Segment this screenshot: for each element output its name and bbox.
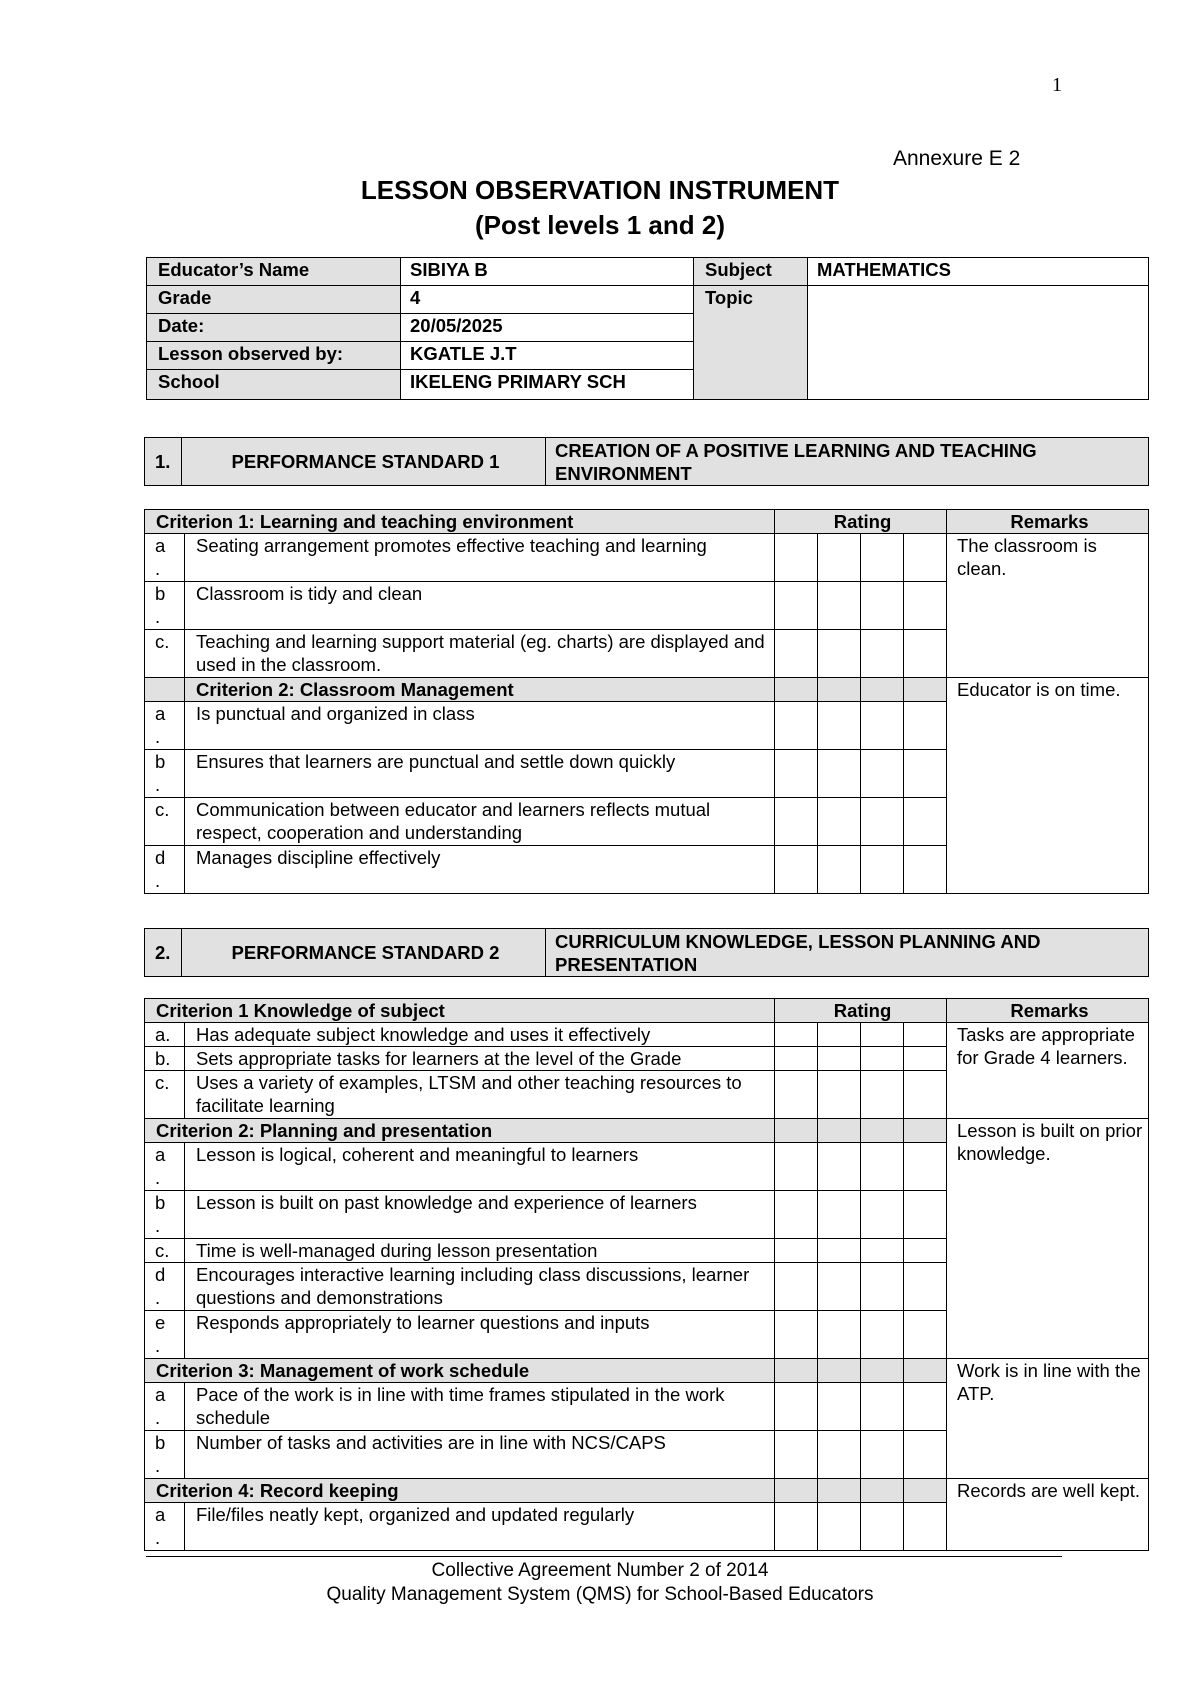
educator-info-table bbox=[146, 257, 1149, 400]
rating-checkbox[interactable] bbox=[904, 1311, 947, 1359]
item-text: Sets appropriate tasks for learners at the level of the Grade bbox=[185, 1047, 775, 1071]
rating-checkbox[interactable] bbox=[818, 1503, 861, 1551]
rating-shaded bbox=[861, 678, 904, 702]
item-letter: d . bbox=[145, 1263, 185, 1311]
rating-checkbox[interactable] bbox=[904, 750, 947, 798]
rating-shaded bbox=[818, 1479, 861, 1503]
item-text: Manages discipline effectively bbox=[185, 846, 775, 894]
ps2-criterion-1-header-row bbox=[145, 999, 1149, 1023]
item-text: Responds appropriately to learner questions and inputs bbox=[185, 1311, 775, 1359]
rating-checkbox[interactable] bbox=[775, 1431, 818, 1479]
rating-checkbox[interactable] bbox=[818, 1071, 861, 1119]
rating-checkbox[interactable] bbox=[861, 1263, 904, 1311]
rating-checkbox[interactable] bbox=[818, 702, 861, 750]
item-letter: c. bbox=[145, 1071, 185, 1119]
rating-checkbox[interactable] bbox=[775, 582, 818, 630]
criterion-subheader-row bbox=[145, 1479, 1149, 1503]
rating-checkbox[interactable] bbox=[775, 1503, 818, 1551]
date-value: 20/05/2025 bbox=[401, 314, 694, 342]
rating-checkbox[interactable] bbox=[861, 1311, 904, 1359]
item-letter: a . bbox=[145, 534, 185, 582]
ps2-number: 2. bbox=[145, 929, 182, 977]
item-text: Ensures that learners are punctual and settle down quickly bbox=[185, 750, 775, 798]
footer-line-2: Quality Management System (QMS) for School-Based Educators bbox=[326, 1584, 874, 1605]
item-letter: c. bbox=[145, 630, 185, 678]
rating-checkbox[interactable] bbox=[904, 1431, 947, 1479]
criterion-item-row bbox=[145, 534, 1149, 582]
rating-checkbox[interactable] bbox=[904, 1263, 947, 1311]
criterion-subheader-row bbox=[145, 1359, 1149, 1383]
item-letter: c. bbox=[145, 798, 185, 846]
rating-checkbox[interactable] bbox=[775, 1239, 818, 1263]
rating-checkbox[interactable] bbox=[818, 1023, 861, 1047]
item-letter: d . bbox=[145, 846, 185, 894]
rating-shaded bbox=[861, 1479, 904, 1503]
rating-checkbox[interactable] bbox=[775, 1263, 818, 1311]
item-text: Lesson is built on past knowledge and experience of learners bbox=[185, 1191, 775, 1239]
remarks-header: Remarks bbox=[947, 510, 1149, 534]
subject-label: Subject bbox=[694, 258, 808, 286]
item-text: Classroom is tidy and clean bbox=[185, 582, 775, 630]
rating-checkbox[interactable] bbox=[904, 582, 947, 630]
rating-checkbox[interactable] bbox=[818, 1191, 861, 1239]
rating-checkbox[interactable] bbox=[904, 534, 947, 582]
remarks-cell: Tasks are appropriate for Grade 4 learners. bbox=[947, 1023, 1149, 1119]
rating-checkbox[interactable] bbox=[904, 1143, 947, 1191]
page-number: 1 bbox=[1052, 74, 1062, 96]
rating-checkbox[interactable] bbox=[775, 702, 818, 750]
rating-shaded bbox=[904, 1119, 947, 1143]
item-letter: c. bbox=[145, 1239, 185, 1263]
rating-checkbox[interactable] bbox=[775, 1071, 818, 1119]
rating-checkbox[interactable] bbox=[818, 846, 861, 894]
footer-divider bbox=[146, 1556, 1062, 1557]
rating-checkbox[interactable] bbox=[775, 846, 818, 894]
rating-checkbox[interactable] bbox=[818, 1383, 861, 1431]
item-letter: b . bbox=[145, 582, 185, 630]
item-text: Seating arrangement promotes effective teaching and learning bbox=[185, 534, 775, 582]
criterion-item-row bbox=[145, 1023, 1149, 1047]
rating-header: Rating bbox=[775, 999, 947, 1023]
rating-checkbox[interactable] bbox=[818, 582, 861, 630]
rating-checkbox[interactable] bbox=[904, 1383, 947, 1431]
item-letter: b . bbox=[145, 1431, 185, 1479]
rating-checkbox[interactable] bbox=[904, 1239, 947, 1263]
item-text: Communication between educator and learners reflects mutual respect, cooperation and understanding bbox=[185, 798, 775, 846]
item-letter: a . bbox=[145, 1383, 185, 1431]
item-text: Uses a variety of examples, LTSM and other teaching resources to facilitate learning bbox=[185, 1071, 775, 1119]
rating-checkbox[interactable] bbox=[818, 1263, 861, 1311]
item-letter: b. bbox=[145, 1047, 185, 1071]
criterion-title: Criterion 4: Record keeping bbox=[145, 1479, 775, 1503]
rating-checkbox[interactable] bbox=[904, 846, 947, 894]
item-letter: a . bbox=[145, 1503, 185, 1551]
remarks-cell: Records are well kept. bbox=[947, 1479, 1149, 1551]
school-label: School bbox=[147, 370, 401, 400]
ps2-criteria-table bbox=[144, 998, 1149, 1551]
rating-checkbox[interactable] bbox=[818, 630, 861, 678]
item-letter: e . bbox=[145, 1311, 185, 1359]
performance-standard-2-header bbox=[144, 928, 1149, 977]
remarks-cell: The classroom is clean. bbox=[947, 534, 1149, 678]
rating-checkbox[interactable] bbox=[904, 1191, 947, 1239]
rating-checkbox[interactable] bbox=[818, 1239, 861, 1263]
rating-checkbox[interactable] bbox=[861, 1431, 904, 1479]
rating-checkbox[interactable] bbox=[904, 1047, 947, 1071]
rating-shaded bbox=[818, 1119, 861, 1143]
page-title: LESSON OBSERVATION INSTRUMENT bbox=[360, 175, 840, 205]
ps1-criterion-1-title: Criterion 1: Learning and teaching environment bbox=[145, 510, 775, 534]
rating-shaded bbox=[775, 678, 818, 702]
item-letter: b . bbox=[145, 750, 185, 798]
criterion-title: Criterion 3: Management of work schedule bbox=[145, 1359, 775, 1383]
rating-shaded bbox=[904, 678, 947, 702]
rating-checkbox[interactable] bbox=[775, 534, 818, 582]
date-label: Date: bbox=[147, 314, 401, 342]
rating-checkbox[interactable] bbox=[775, 630, 818, 678]
item-text: Encourages interactive learning including class discussions, learner questions and demonstrations bbox=[185, 1263, 775, 1311]
item-text: Time is well-managed during lesson presentation bbox=[185, 1239, 775, 1263]
remarks-cell: Lesson is built on prior knowledge. bbox=[947, 1119, 1149, 1359]
rating-checkbox[interactable] bbox=[861, 846, 904, 894]
rating-checkbox[interactable] bbox=[818, 1311, 861, 1359]
ps1-criterion-1-header-row bbox=[145, 510, 1149, 534]
rating-checkbox[interactable] bbox=[861, 630, 904, 678]
rating-checkbox[interactable] bbox=[904, 1503, 947, 1551]
rating-checkbox[interactable] bbox=[818, 1143, 861, 1191]
ps2-criterion-1-title: Criterion 1 Knowledge of subject bbox=[145, 999, 775, 1023]
school-value: IKELENG PRIMARY SCH bbox=[401, 370, 694, 400]
criterion-title: Criterion 2: Classroom Management bbox=[185, 678, 775, 702]
rating-header: Rating bbox=[775, 510, 947, 534]
observer-value: KGATLE J.T bbox=[401, 342, 694, 370]
remarks-cell: Work is in line with the ATP. bbox=[947, 1359, 1149, 1479]
rating-shaded bbox=[904, 1479, 947, 1503]
observer-label: Lesson observed by: bbox=[147, 342, 401, 370]
rating-checkbox[interactable] bbox=[818, 1047, 861, 1071]
item-letter: a . bbox=[145, 702, 185, 750]
rating-checkbox[interactable] bbox=[775, 1023, 818, 1047]
item-text: Lesson is logical, coherent and meaningful to learners bbox=[185, 1143, 775, 1191]
rating-shaded bbox=[775, 1119, 818, 1143]
rating-shaded bbox=[904, 1359, 947, 1383]
rating-checkbox[interactable] bbox=[904, 1023, 947, 1047]
ps1-label: PERFORMANCE STANDARD 1 bbox=[182, 438, 546, 486]
item-text: Number of tasks and activities are in line with NCS/CAPS bbox=[185, 1431, 775, 1479]
ps2-label: PERFORMANCE STANDARD 2 bbox=[182, 929, 546, 977]
rating-checkbox[interactable] bbox=[818, 798, 861, 846]
rating-shaded bbox=[775, 1359, 818, 1383]
ps2-description: CURRICULUM KNOWLEDGE, LESSON PLANNING AND PRESENTATION bbox=[546, 929, 1149, 977]
rating-shaded bbox=[861, 1119, 904, 1143]
rating-checkbox[interactable] bbox=[904, 1071, 947, 1119]
rating-checkbox[interactable] bbox=[861, 1023, 904, 1047]
rating-checkbox[interactable] bbox=[775, 1383, 818, 1431]
rating-checkbox[interactable] bbox=[775, 798, 818, 846]
rating-checkbox[interactable] bbox=[904, 702, 947, 750]
criterion-subheader-row bbox=[145, 1119, 1149, 1143]
rating-shaded bbox=[775, 1479, 818, 1503]
rating-checkbox[interactable] bbox=[861, 1191, 904, 1239]
ps1-number: 1. bbox=[145, 438, 182, 486]
rating-checkbox[interactable] bbox=[861, 1239, 904, 1263]
rating-checkbox[interactable] bbox=[775, 1191, 818, 1239]
annexure-label: Annexure E 2 bbox=[893, 147, 1021, 170]
item-text: Has adequate subject knowledge and uses it effectively bbox=[185, 1023, 775, 1047]
rating-checkbox[interactable] bbox=[861, 534, 904, 582]
rating-checkbox[interactable] bbox=[818, 534, 861, 582]
rating-checkbox[interactable] bbox=[775, 1047, 818, 1071]
rating-checkbox[interactable] bbox=[861, 1047, 904, 1071]
criterion-title: Criterion 2: Planning and presentation bbox=[145, 1119, 775, 1143]
remarks-cell: Educator is on time. bbox=[947, 678, 1149, 894]
page-subtitle: (Post levels 1 and 2) bbox=[475, 210, 725, 240]
rating-checkbox[interactable] bbox=[775, 1143, 818, 1191]
rating-checkbox[interactable] bbox=[861, 1503, 904, 1551]
ps1-criteria-table bbox=[144, 509, 1149, 894]
rating-checkbox[interactable] bbox=[861, 798, 904, 846]
item-text: Teaching and learning support material (eg. charts) are displayed and used in the classroom. bbox=[185, 630, 775, 678]
item-letter: a . bbox=[145, 1143, 185, 1191]
topic-label: Topic bbox=[694, 286, 808, 400]
rating-shaded bbox=[818, 678, 861, 702]
grade-value: 4 bbox=[401, 286, 694, 314]
subject-value: MATHEMATICS bbox=[808, 258, 1149, 286]
rating-checkbox[interactable] bbox=[861, 1071, 904, 1119]
criterion-letter-blank bbox=[145, 678, 185, 702]
rating-checkbox[interactable] bbox=[861, 702, 904, 750]
rating-checkbox[interactable] bbox=[861, 1383, 904, 1431]
rating-checkbox[interactable] bbox=[861, 750, 904, 798]
item-text: Pace of the work is in line with time frames stipulated in the work schedule bbox=[185, 1383, 775, 1431]
rating-checkbox[interactable] bbox=[775, 1311, 818, 1359]
rating-checkbox[interactable] bbox=[904, 630, 947, 678]
educator-name-value: SIBIYA B bbox=[401, 258, 694, 286]
rating-checkbox[interactable] bbox=[861, 582, 904, 630]
item-text: Is punctual and organized in class bbox=[185, 702, 775, 750]
ps1-description: CREATION OF A POSITIVE LEARNING AND TEACHING ENVIRONMENT bbox=[546, 438, 1149, 486]
educator-name-label: Educator’s Name bbox=[147, 258, 401, 286]
rating-checkbox[interactable] bbox=[775, 750, 818, 798]
topic-value bbox=[808, 286, 1149, 400]
rating-shaded bbox=[861, 1359, 904, 1383]
item-letter: a. bbox=[145, 1023, 185, 1047]
criterion-subheader-row bbox=[145, 678, 1149, 702]
rating-checkbox[interactable] bbox=[861, 1143, 904, 1191]
remarks-header: Remarks bbox=[947, 999, 1149, 1023]
rating-checkbox[interactable] bbox=[818, 1431, 861, 1479]
footer-line-1: Collective Agreement Number 2 of 2014 bbox=[431, 1560, 769, 1581]
rating-checkbox[interactable] bbox=[818, 750, 861, 798]
item-letter: b . bbox=[145, 1191, 185, 1239]
rating-checkbox[interactable] bbox=[904, 798, 947, 846]
grade-label: Grade bbox=[147, 286, 401, 314]
item-text: File/files neatly kept, organized and updated regularly bbox=[185, 1503, 775, 1551]
performance-standard-1-header bbox=[144, 437, 1149, 486]
rating-shaded bbox=[818, 1359, 861, 1383]
